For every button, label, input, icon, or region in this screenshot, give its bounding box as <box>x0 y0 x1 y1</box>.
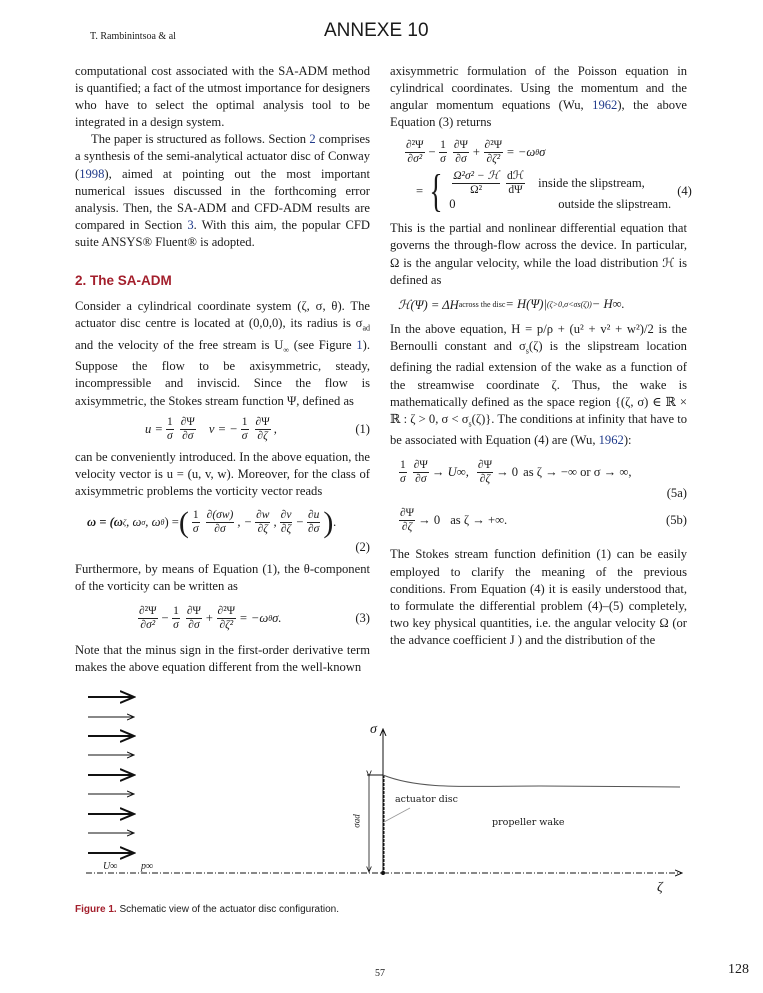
equation-4-rhs: = { $\frac{\text{Ω²σ² − ℋ}}{\text{Ω²}}$ $\frac{\text{dℋ}}{d\Psi}$ inside the slipstream, 0 outside the slipstream. <box>416 165 672 217</box>
citation-link[interactable]: 1998 <box>79 166 105 181</box>
equation-number-4: (4) <box>677 183 692 198</box>
text-segment: s <box>468 419 472 429</box>
citation-link[interactable]: 2 <box>309 132 316 147</box>
text-segment: Note that the minus sign in the first-order derivative term makes the above equation different from the well-known <box>75 643 370 675</box>
p-inf-label: p∞ <box>141 861 154 872</box>
text-segment: The paper is structured as follows. Section <box>91 132 310 147</box>
text-segment: Consider a cylindrical coordinate system (ζ, σ, θ). The actuator disc centre is located at (0,0,0), its radius is σ <box>75 299 370 331</box>
sigma-ad-label: σad <box>351 814 362 828</box>
annex-title: ANNEXE 10 <box>324 20 429 41</box>
text-segment: ), the above Equation (3) returns <box>390 98 687 130</box>
text-segment: s <box>525 346 529 356</box>
equation-5b: $\frac{\partial\Psi}{\partial\zeta}$ → 0 as ζ → +∞. <box>400 507 508 534</box>
zeta-axis-label: ζ <box>657 880 663 895</box>
text-segment: In the above equation, H = p/ρ + (u² + v² + w²)/2 is the Bernoulli constant and σ <box>390 321 687 353</box>
equation-3: $\frac{\text{∂²Ψ}}{\text{∂σ²}}$ − $\frac{1}{\sigma}$ $\frac{\partial\Psi}{\partial\sigma}$ + $\frac{\text{∂²Ψ}}{\text{∂ζ²}}$ = −ω θ σ. <box>139 605 282 632</box>
text-segment: ad <box>362 323 370 333</box>
page-number-inner: 57 <box>375 968 385 979</box>
text-segment: ), aimed at pointing out the most important numerical issues discussed in the forthcoming error analysis. Then, the SA-ADM and CFD-ADM results are compared in Section <box>75 166 370 232</box>
text-segment: and the velocity of the free stream is U <box>75 337 284 352</box>
text-segment: ∞ <box>283 345 290 355</box>
equation-5a: $\frac{1}{\sigma}$ $\frac{\partial\Psi}{\partial\sigma}$ → U∞, $\frac{\partial\Psi}{\partial\zeta}$ → 0 as ζ → −∞ or σ → ∞, <box>400 459 632 486</box>
text-segment: computational cost associated with the SA-ADM method is quantified; a fact of the utmost importance for designers who have to select the optimal analysis tool to be integrated in a design system. <box>75 64 370 130</box>
text-segment: axisymmetric formulation of the Poisson equation in cylindrical coordinates. Using the momentum and the angular momentum equations (Wu, <box>390 64 687 113</box>
text-segment: ). Suppose the flow to be axisymmetric, steady, incompressible and inviscid. Since the flow is axisymmetric, the Stokes stream function Ψ, defined as <box>75 337 370 408</box>
citation-link[interactable]: 3 <box>187 217 194 232</box>
equation-number-5a: (5a) <box>666 486 687 501</box>
figure-caption: Figure 1. Schematic view of the actuator disc configuration. <box>75 904 340 915</box>
text-segment: (see Figure <box>289 337 357 352</box>
actuator-leader-line <box>384 808 410 822</box>
equation-number-5b: (5b) <box>666 513 687 528</box>
running-author: T. Rambinintsoa & al <box>90 31 176 42</box>
text-segment: Furthermore, by means of Equation (1), the θ-component of the vorticity can be written as <box>75 561 370 593</box>
citation-link[interactable]: 1962 <box>598 433 624 448</box>
text-segment: comprises a synthesis of the semi-analytical actuator disc of Conway ( <box>75 132 370 181</box>
actuator-disc-label: actuator disc <box>395 794 458 805</box>
slipstream-boundary <box>383 775 680 787</box>
equation-load-distribution: ℋ(Ψ) = ΔH across the disc = H(Ψ)| (ζ>0,σ<σs(ζ)) − H∞. <box>398 297 625 312</box>
page-number-outer: 128 <box>728 962 749 977</box>
citation-link[interactable]: 1962 <box>592 98 618 113</box>
propeller-wake-label: propeller wake <box>492 817 565 828</box>
text-segment: ): <box>623 433 632 448</box>
u-inf-label: U∞ <box>103 861 118 872</box>
text-segment: (ζ)}. The conditions at infinity that have to be associated with Equation (4) are (Wu, <box>390 411 688 448</box>
text-segment: (ζ) is the slipstream location defining the radial extension of the wake as a function of the streamwise coordinate ζ. Thus, the wake is mathematically defined as the space region {(ζ, σ) ∈ ℝ × ℝ : ζ > 0, σ < σ <box>390 338 687 426</box>
text-segment: can be conveniently introduced. In the above equation, the velocity vector is u = (u, v, w). Moreover, for the class of axisymmetric problems the vorticity vector reads <box>75 449 370 498</box>
text-segment: . With this aim, the popular CFD suite ANSYS® Fluent® is adopted. <box>75 217 370 249</box>
equation-2: ω = (ω ζ , ω σ , ω θ ) = ( $\frac{1}{\sigma}$ $\frac{\partial(\sigma w)}{\partial\sigma}$ , − $\frac{\partial w}{\partial\zeta}$ , $\frac{\partial v}{\partial\zeta}$ − $\frac{\partial u}{\partial\sigma}$ ) . <box>87 505 337 539</box>
text-segment: The Stokes stream function definition (1) can be easily employed to clarify the meaning of the previous conditions. From Equation (4) it is easily understood that, to formulate the differential problem (4)–(5) completely, two key physical quantities, i.e. the angular velocity Ω (or the advance coefficient J ) and the distribution of the <box>390 547 687 647</box>
equation-4-lhs: $\frac{\text{∂²Ψ}}{\text{∂σ²}}$ − $\frac{1}{\sigma}$ $\frac{\partial\Psi}{\partial\sigma}$ + $\frac{\text{∂²Ψ}}{\text{∂ζ²}}$ = −ω θ σ <box>406 139 546 166</box>
text-segment: This is the partial and nonlinear differential equation that governs the through-flow across the device. In particular, Ω is the angular velocity, while the load distribution ℋ is defined as <box>390 221 687 287</box>
sigma-axis-label: σ <box>370 722 377 737</box>
equation-number-2: (2) <box>355 539 370 554</box>
equation-number-3: (3) <box>355 611 370 626</box>
section-heading: 2. The SA-ADM <box>75 273 172 289</box>
citation-link[interactable]: 1 <box>356 337 363 352</box>
equation-number-1: (1) <box>355 421 370 436</box>
free-stream-arrows <box>88 697 134 853</box>
equation-1: u = $\frac{1}{\sigma}$ $\frac{\partial\Psi}{\partial\sigma}$ v = − $\frac{1}{\sigma}$ $\frac{\partial\Psi}{\partial\zeta}$ , <box>145 415 277 442</box>
